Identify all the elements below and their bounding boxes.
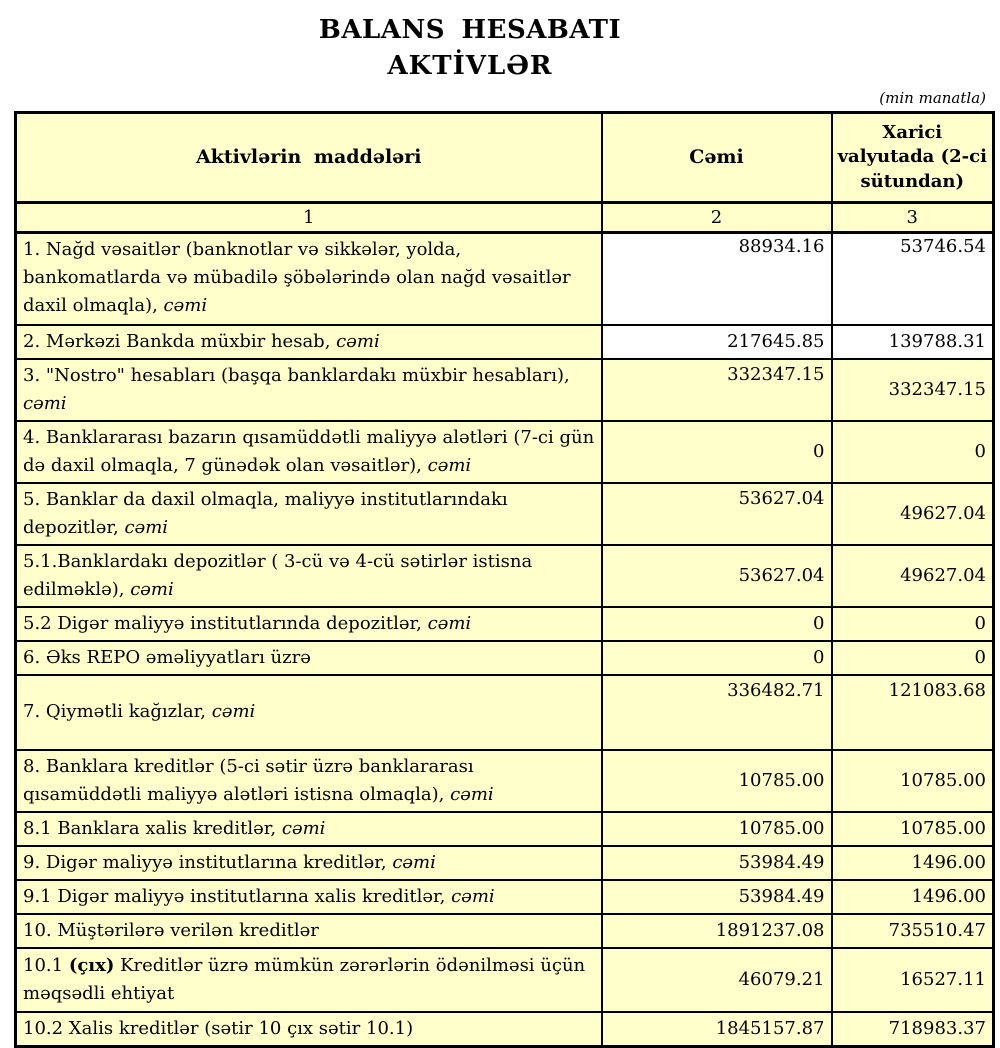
row-label	[16, 914, 602, 948]
row-label-text: cəmi	[427, 454, 472, 476]
row-value-xarici: 1496.00	[832, 880, 994, 914]
row-label-text: 10.2 Xalis kreditlər (sətir 10 çıx sətir 10.1)	[23, 1017, 414, 1039]
row-value-cemi: 10785.00	[602, 812, 832, 846]
table-row	[16, 233, 994, 325]
row-label-text: 8.1 Banklara xalis kreditlər,	[23, 817, 282, 839]
row-label	[16, 421, 602, 483]
row-label-text: cəmi	[23, 392, 67, 414]
row-value-cemi: 0	[602, 607, 832, 641]
column-header-items: Aktivlərin maddələri	[16, 113, 602, 203]
row-label-text: cəmi	[336, 330, 380, 352]
row-label-text: 9. Digər maliyyə institutlarına kreditlər,	[23, 851, 393, 873]
page-title: BALANS HESABATI	[318, 15, 622, 45]
row-label-text: Kreditlər üzrə mümkün zərərlərin ödənilməsi üçün məqsədli ehtiyat	[23, 954, 586, 1004]
table-row	[16, 421, 994, 483]
column-header-cemi: Cəmi	[602, 113, 832, 203]
row-value-xarici: 10785.00	[832, 812, 994, 846]
row-label	[16, 325, 602, 359]
row-value-cemi: 0	[602, 641, 832, 675]
row-value-cemi: 46079.21	[602, 948, 832, 1012]
row-label	[16, 1012, 602, 1047]
table-row	[16, 545, 994, 607]
row-value-xarici: 139788.31	[832, 325, 994, 359]
row-value-cemi: 336482.71	[602, 675, 832, 750]
row-value-xarici: 718983.37	[832, 1012, 994, 1047]
row-label-text: cəmi	[427, 612, 472, 634]
row-value-cemi: 88934.16	[602, 233, 832, 325]
row-label	[16, 948, 602, 1012]
table-row	[16, 675, 994, 750]
column-number-2: 2	[602, 203, 832, 233]
table-row	[16, 607, 994, 641]
column-numbers-row	[16, 203, 994, 233]
row-label-text: 1. Nağd vəsaitlər (banknotlar və sikkələr, yolda, bankomatlarda və mübadilə şöbələrində olan nağd vəsaitlər daxil olmaqla),	[23, 239, 571, 316]
row-value-cemi: 1845157.87	[602, 1012, 832, 1047]
table-row	[16, 880, 994, 914]
row-label-text: 3. "Nostro" hesabları (başqa banklardakı müxbir hesabları),	[23, 364, 570, 386]
row-label-text: 5.2 Digər maliyyə institutlarında depozitlər,	[23, 612, 428, 634]
table-row	[16, 750, 994, 812]
row-label-text: cəmi	[211, 701, 256, 722]
balance-table	[14, 111, 995, 1048]
row-label-text: 8. Banklara kreditlər (5-ci sətir üzrə banklararası qısamüddətli maliyyə alətləri istisna olmaqla),	[23, 755, 474, 805]
row-value-cemi: 332347.15	[602, 359, 832, 421]
row-label-text: 10. Müştərilərə verilən kreditlər	[23, 919, 319, 941]
table-row	[16, 948, 994, 1012]
row-value-xarici: 53746.54	[832, 233, 994, 325]
row-value-xarici: 49627.04	[832, 545, 994, 607]
row-label	[16, 359, 602, 421]
row-label-text: 5. Banklar da daxil olmaqla, maliyyə institutlarındakı depozitlər,	[23, 488, 508, 538]
row-label-text: cəmi	[392, 851, 436, 873]
row-label-text: 5.1.Banklardakı depozitlər ( 3-cü və 4-cü sətirlər istisna edilməklə),	[23, 550, 533, 600]
row-label-text: cəmi	[451, 885, 495, 907]
column-number-1: 1	[16, 203, 602, 233]
row-value-cemi: 53984.49	[602, 846, 832, 880]
row-value-xarici: 332347.15	[832, 359, 994, 421]
row-label-text: cəmi	[163, 295, 208, 316]
row-label	[16, 545, 602, 607]
row-label	[16, 750, 602, 812]
row-value-cemi: 0	[602, 421, 832, 483]
row-label	[16, 233, 602, 325]
row-label	[16, 812, 602, 846]
row-value-xarici: 0	[832, 421, 994, 483]
row-value-cemi: 10785.00	[602, 750, 832, 812]
row-label-text: cəmi	[281, 817, 326, 839]
row-label-text: cəmi	[124, 516, 169, 538]
title-block	[0, 0, 940, 82]
table-header-row	[16, 113, 994, 203]
row-label	[16, 880, 602, 914]
row-value-xarici: 10785.00	[832, 750, 994, 812]
row-label	[16, 641, 602, 675]
table-row	[16, 325, 994, 359]
row-label	[16, 483, 602, 545]
row-value-cemi: 1891237.08	[602, 914, 832, 948]
table-row	[16, 812, 994, 846]
table-body	[16, 233, 994, 1047]
table-row	[16, 359, 994, 421]
row-value-xarici: 0	[832, 607, 994, 641]
row-value-xarici: 1496.00	[832, 846, 994, 880]
column-header-xarici: Xarici valyutada (2-ci sütundan)	[832, 113, 994, 203]
unit-note: (min manatla)	[879, 89, 986, 107]
table-row	[16, 483, 994, 545]
table-row	[16, 846, 994, 880]
row-label	[16, 846, 602, 880]
page-subtitle: AKTİVLƏR	[387, 51, 553, 81]
row-value-xarici: 49627.04	[832, 483, 994, 545]
row-label-text: 10.1	[23, 954, 69, 976]
row-label-text: cəmi	[450, 783, 494, 805]
column-number-3: 3	[832, 203, 994, 233]
row-value-xarici: 16527.11	[832, 948, 994, 1012]
table-row	[16, 914, 994, 948]
row-label-text: (çıx)	[68, 954, 115, 976]
row-label	[16, 675, 602, 750]
row-value-cemi: 53984.49	[602, 880, 832, 914]
row-label-text: 7. Qiymətli kağızlar,	[23, 701, 212, 722]
row-label-text: 9.1 Digər maliyyə institutlarına xalis kreditlər,	[23, 885, 452, 907]
row-value-cemi: 53627.04	[602, 483, 832, 545]
row-label-text: 2. Mərkəzi Bankda müxbir hesab,	[23, 330, 337, 352]
table-row	[16, 641, 994, 675]
row-value-xarici: 735510.47	[832, 914, 994, 948]
row-label	[16, 607, 602, 641]
row-label-text: cəmi	[130, 578, 174, 600]
row-value-cemi: 217645.85	[602, 325, 832, 359]
row-value-xarici: 121083.68	[832, 675, 994, 750]
row-label-text: 6. Əks REPO əməliyyatları üzrə	[23, 646, 311, 668]
row-label-text: 4. Banklararası bazarın qısamüddətli maliyyə alətləri (7-ci gün də daxil olmaqla, 7 günədək olan vəsaitlər),	[23, 426, 595, 476]
row-value-xarici: 0	[832, 641, 994, 675]
table-row	[16, 1012, 994, 1047]
row-value-cemi: 53627.04	[602, 545, 832, 607]
